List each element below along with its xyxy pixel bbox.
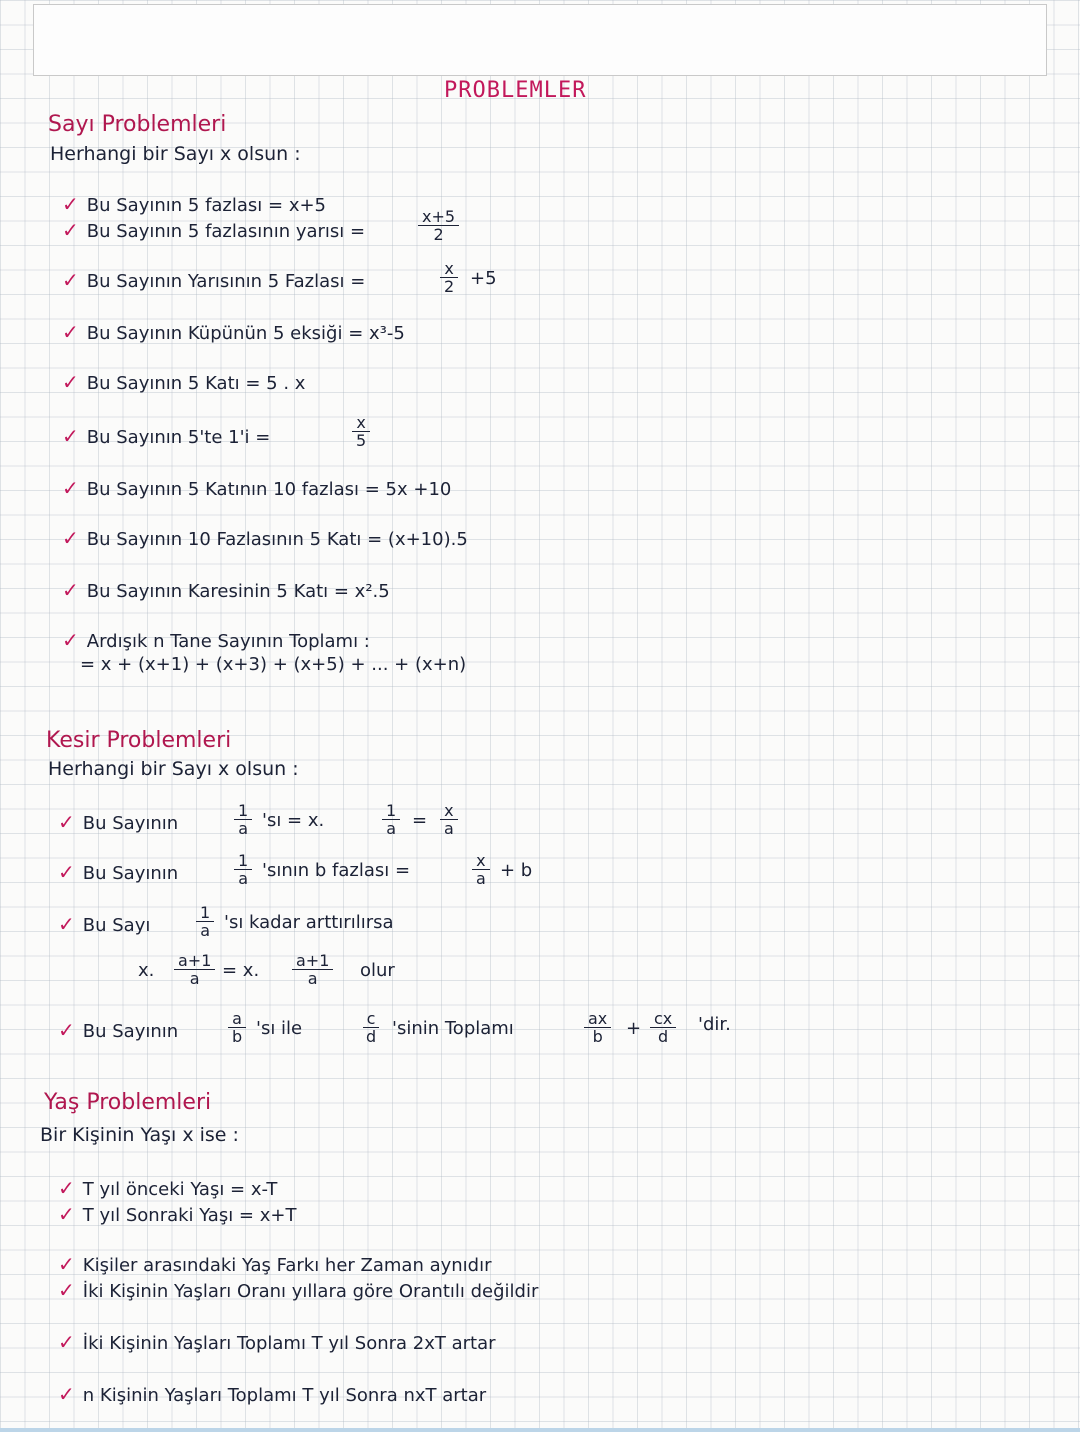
section-title-yas: Yaş Problemleri <box>44 1090 212 1115</box>
sayi-line-4 <box>62 320 405 344</box>
sayi-line-5-text: Bu Sayının 5 Katı = 5 . x <box>86 373 306 394</box>
yas-line-5-text: İki Kişinin Yaşları Toplamı T yıl Sonra 2xT artar <box>82 1333 496 1354</box>
yas-line-2 <box>58 1202 296 1226</box>
sayi-line-10 <box>62 628 370 652</box>
section-title-kesir: Kesir Problemleri <box>46 728 232 753</box>
sayi-line-1-text: Bu Sayının 5 fazlası = x+5 <box>86 195 327 216</box>
sayi-line-6 <box>62 424 270 448</box>
check-icon: ✓ <box>58 1330 75 1354</box>
sayi-line-7 <box>62 476 451 500</box>
numerator: a+1 <box>174 952 215 970</box>
yas-line-2-text: T yıl Sonraki Yaşı = x+T <box>82 1205 297 1226</box>
check-icon: ✓ <box>62 424 79 448</box>
kesir-line-1-fraction-1 <box>234 802 252 837</box>
denominator: b <box>232 1027 243 1046</box>
kesir-line-4-fraction-1 <box>174 952 215 987</box>
sayi-line-5 <box>62 370 305 394</box>
kesir-line-5-fraction-3 <box>584 1010 611 1045</box>
numerator: c <box>363 1010 380 1028</box>
check-icon: ✓ <box>58 1252 75 1276</box>
kesir-line-1-fraction-2 <box>382 802 400 837</box>
sayi-line-3-tail: +5 <box>470 268 497 289</box>
denominator: a <box>200 921 210 940</box>
denominator: a <box>444 819 454 838</box>
sayi-line-2-fraction <box>418 208 459 243</box>
section-intro-yas: Bir Kişinin Yaşı x ise : <box>40 1124 239 1146</box>
check-icon: ✓ <box>58 1176 75 1200</box>
denominator: a <box>238 869 248 888</box>
denominator: a <box>307 969 318 988</box>
kesir-line-2-fraction-2 <box>472 852 490 887</box>
yas-line-3-text: Kişiler arasındaki Yaş Farkı her Zaman aynıdır <box>82 1255 492 1276</box>
denominator: b <box>592 1027 603 1046</box>
sayi-line-6-fraction <box>352 414 370 449</box>
numerator: 1 <box>196 904 214 922</box>
kesir-line-2 <box>58 860 178 884</box>
kesir-line-5-text: Bu Sayının <box>82 1021 179 1042</box>
sayi-line-8-text: Bu Sayının 10 Fazlasının 5 Katı = (x+10).5 <box>86 529 468 550</box>
kesir-line-2-fraction-1 <box>234 852 252 887</box>
bottom-bar <box>0 1428 1080 1432</box>
kesir-line-5-plus: + <box>626 1018 642 1039</box>
numerator: 1 <box>234 852 252 870</box>
kesir-line-3 <box>58 912 150 936</box>
kesir-line-5-fraction-2 <box>362 1010 380 1045</box>
sayi-line-9-text: Bu Sayının Karesinin 5 Katı = x².5 <box>86 581 390 602</box>
check-icon: ✓ <box>62 578 79 602</box>
sayi-line-10-text: Ardışık n Tane Sayının Toplamı : <box>86 631 370 652</box>
yas-line-4-text: İki Kişinin Yaşları Oranı yıllara göre Orantılı değildir <box>82 1281 539 1302</box>
numerator: x <box>440 802 457 820</box>
numerator: x <box>440 260 457 278</box>
kesir-line-4-tail: olur <box>360 960 395 981</box>
yas-line-3 <box>58 1252 492 1276</box>
sayi-line-3-text: Bu Sayının Yarısının 5 Fazlası = <box>86 271 366 292</box>
section-intro-sayi: Herhangi bir Sayı x olsun : <box>50 143 301 165</box>
check-icon: ✓ <box>58 810 75 834</box>
sayi-line-11: = x + (x+1) + (x+3) + (x+5) + ... + (x+n) <box>80 654 467 675</box>
sayi-line-8 <box>62 526 468 550</box>
kesir-line-5 <box>58 1018 178 1042</box>
numerator: a+1 <box>292 952 333 970</box>
numerator: 1 <box>382 802 400 820</box>
check-icon: ✓ <box>62 526 79 550</box>
kesir-line-5-mid: 'sı ile <box>256 1018 303 1039</box>
sayi-line-6-text: Bu Sayının 5'te 1'i = <box>86 427 271 448</box>
page-title: PROBLEMLER <box>444 78 587 103</box>
kesir-line-2-text: Bu Sayının <box>82 863 179 884</box>
kesir-line-1 <box>58 810 178 834</box>
check-icon: ✓ <box>58 1202 75 1226</box>
yas-line-5 <box>58 1330 496 1354</box>
numerator: x <box>472 852 489 870</box>
check-icon: ✓ <box>58 1018 75 1042</box>
sayi-line-4-text: Bu Sayının Küpünün 5 eksiği = x³-5 <box>86 323 405 344</box>
denominator: a <box>238 819 248 838</box>
check-icon: ✓ <box>58 1278 75 1302</box>
sayi-line-7-text: Bu Sayının 5 Katının 10 fazlası = 5x +10 <box>86 479 452 500</box>
check-icon: ✓ <box>58 860 75 884</box>
denominator: d <box>366 1027 377 1046</box>
sayi-line-2 <box>62 218 365 242</box>
kesir-line-5-fraction-4 <box>650 1010 676 1045</box>
sayi-line-3 <box>62 268 365 292</box>
denominator: a <box>189 969 200 988</box>
kesir-line-4-fraction-2 <box>292 952 333 987</box>
check-icon: ✓ <box>58 1382 75 1406</box>
sayi-line-3-fraction <box>440 260 458 295</box>
numerator: x <box>352 414 369 432</box>
header-box <box>33 4 1047 76</box>
check-icon: ✓ <box>62 628 79 652</box>
check-icon: ✓ <box>62 320 79 344</box>
kesir-line-1-mid: 'sı = x. <box>262 810 325 831</box>
kesir-line-3-text: Bu Sayı <box>82 915 151 936</box>
kesir-line-4-mid: = x. <box>222 960 260 981</box>
denominator: 5 <box>356 431 367 450</box>
kesir-line-5-fraction-1 <box>228 1010 246 1045</box>
yas-line-1 <box>58 1176 277 1200</box>
check-icon: ✓ <box>62 370 79 394</box>
denominator: a <box>476 869 486 888</box>
sayi-line-1 <box>62 192 326 216</box>
check-icon: ✓ <box>62 192 79 216</box>
yas-line-4 <box>58 1278 538 1302</box>
sayi-line-9 <box>62 578 390 602</box>
sayi-line-2-text: Bu Sayının 5 fazlasının yarısı = <box>86 221 366 242</box>
check-icon: ✓ <box>58 912 75 936</box>
kesir-line-4-start: x. <box>138 960 155 981</box>
numerator: cx <box>650 1010 676 1028</box>
kesir-line-2-mid: 'sının b fazlası = <box>262 860 411 881</box>
section-title-sayi: Sayı Problemleri <box>48 112 227 137</box>
denominator: 2 <box>444 277 455 296</box>
kesir-line-1-fraction-3 <box>440 802 458 837</box>
denominator: a <box>386 819 396 838</box>
kesir-line-3-tail: 'sı kadar arttırılırsa <box>224 912 394 933</box>
denominator: 2 <box>433 225 444 244</box>
check-icon: ✓ <box>62 476 79 500</box>
kesir-line-2-tail: + b <box>500 860 533 881</box>
check-icon: ✓ <box>62 218 79 242</box>
yas-line-6-text: n Kişinin Yaşları Toplamı T yıl Sonra nxT artar <box>82 1385 487 1406</box>
kesir-line-5-text-2: 'sinin Toplamı <box>392 1018 514 1039</box>
check-icon: ✓ <box>62 268 79 292</box>
numerator: x+5 <box>418 208 459 226</box>
yas-line-6 <box>58 1382 486 1406</box>
yas-line-1-text: T yıl önceki Yaşı = x-T <box>82 1179 278 1200</box>
numerator: 1 <box>234 802 252 820</box>
numerator: ax <box>584 1010 611 1028</box>
kesir-line-3-fraction <box>196 904 214 939</box>
kesir-line-1-equals: = <box>412 810 428 831</box>
kesir-line-5-tail: 'dir. <box>698 1014 731 1035</box>
kesir-line-1-text: Bu Sayının <box>82 813 179 834</box>
section-intro-kesir: Herhangi bir Sayı x olsun : <box>48 758 299 780</box>
denominator: d <box>658 1027 669 1046</box>
numerator: a <box>228 1010 246 1028</box>
